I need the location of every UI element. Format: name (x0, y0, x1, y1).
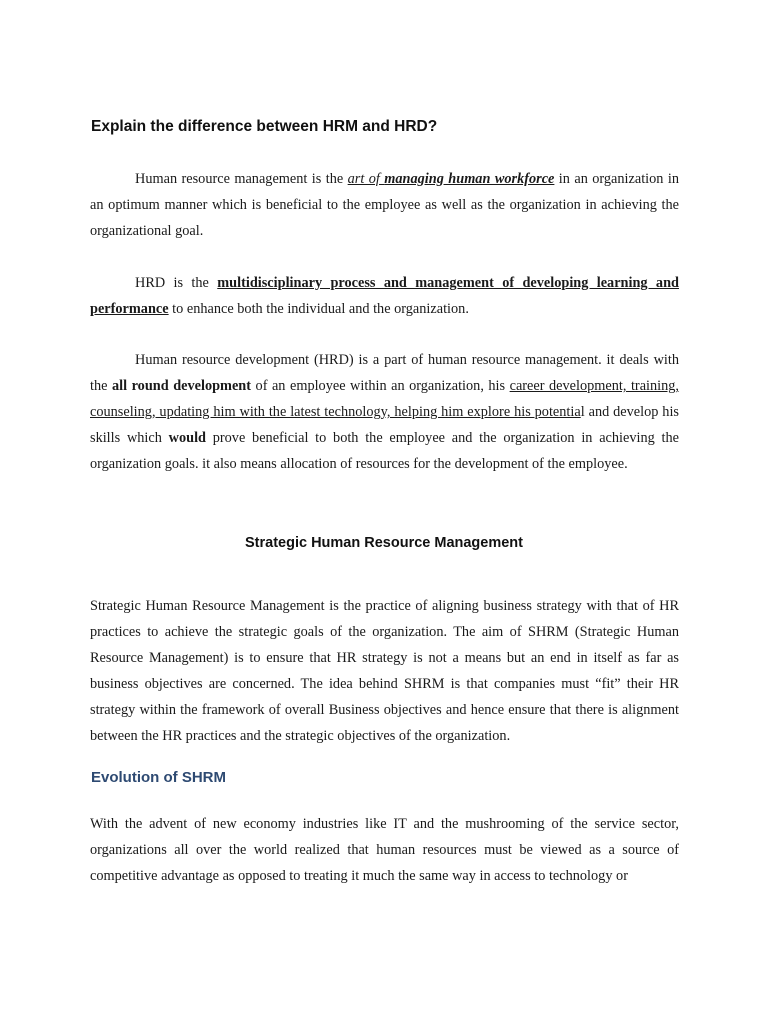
para3-pre: Human resource development (HRD) is a part of human resource management. it deals with the (90, 352, 679, 394)
para3-bold-all-round: all round development (111, 378, 252, 394)
para3-mid1: of an employee within an organization, his (251, 378, 510, 394)
para3-bold-would: would (168, 430, 206, 446)
para3-post: prove beneficial to both the employee and the organization in achieving the organization goals. it also means allocation of resources for the development of the employee. (90, 430, 679, 472)
subheading-evolution: Evolution of SHRM (91, 769, 226, 786)
document-title: Explain the difference between HRM and HRD? (91, 118, 438, 135)
para2-pre: HRD is the (135, 275, 218, 291)
paragraph-hrm-definition (90, 166, 679, 244)
section-heading-shrm: Strategic Human Resource Management (245, 535, 523, 551)
paragraph-evolution: With the advent of new economy industries like IT and the mushrooming of the service sector, organizations all over the world realized that human resources must be viewed as a source of competitive advantage as opposed to treating it much the same way in access to technology or (90, 816, 679, 884)
para3-underlined: career development, training, counseling, updating him with the latest technology, helping him explore his potentia (90, 378, 680, 420)
paragraph-hrd-definition (90, 270, 679, 322)
para1-highlight (348, 171, 555, 187)
para1-highlight-italic: art of (347, 171, 385, 187)
para2-post: to enhance both the individual and the organization. (168, 301, 469, 317)
para3-mid2: l and develop his skills which (90, 404, 679, 446)
para1-highlight-bold: managing human workforce (384, 171, 555, 187)
para2-bold-underlined: multidisciplinary process and management of developing learning and performance (90, 275, 679, 317)
paragraph-hrd-details (90, 347, 679, 477)
paragraph-shrm-definition: Strategic Human Resource Management is the practice of aligning business strategy with that of HR practices to achieve the strategic goals of the organization. The aim of SHRM (Strategic Human Resource Management) is to ensure that HR strategy is not a means but an end in itself as far as business objectives are concerned. The idea behind SHRM is that companies must “fit” their HR strategy within the framework of overall Business objectives and hence ensure that there is alignment between the HR practices and the strategic objectives of the organization. (90, 598, 679, 744)
para1-pre: Human resource management is the (135, 171, 348, 187)
para1-post: in an organization in an optimum manner which is beneficial to the employee as well as the organization in achieving the organizational goal. (90, 171, 679, 239)
